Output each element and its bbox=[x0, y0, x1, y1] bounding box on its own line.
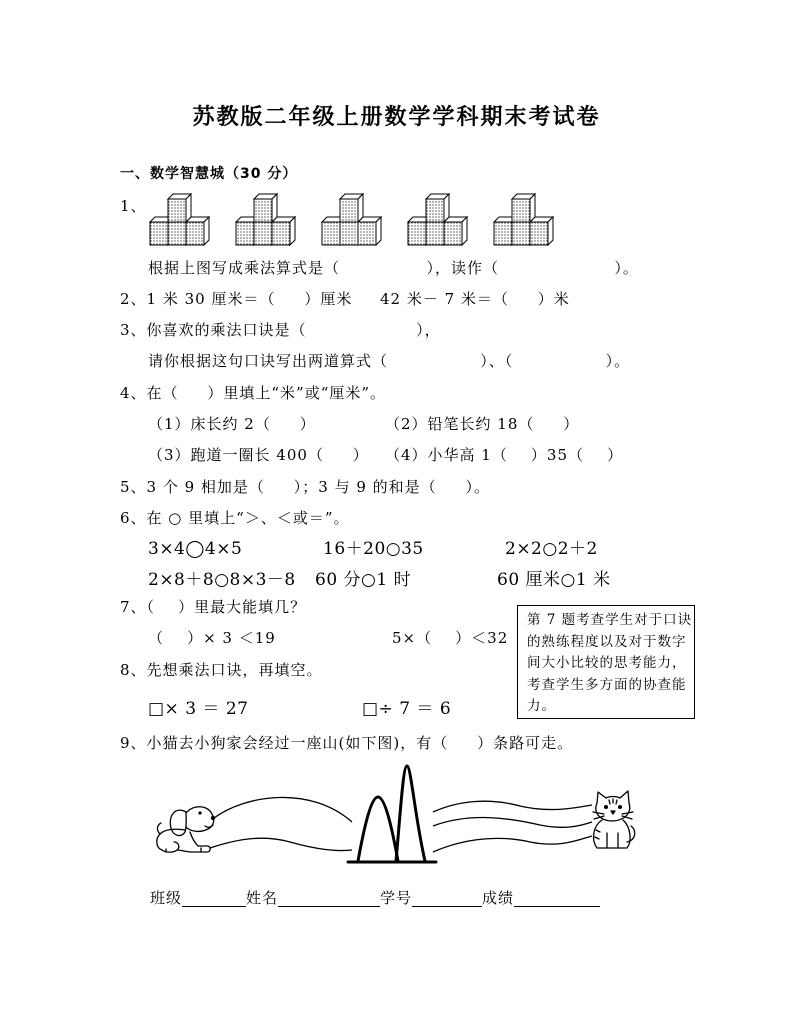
exam-title: 苏教版二年级上册数学学科期末考试卷 bbox=[192, 105, 601, 130]
cube bbox=[186, 217, 209, 245]
question-4-item: （2）铅笔长约 18（ ） bbox=[385, 415, 580, 433]
question-3-follow-up: 请你根据这句口诀写出两道算式（ ）、（ ）。 bbox=[148, 352, 631, 370]
question-6-item: 60 厘米○1 米 bbox=[497, 570, 611, 590]
cube bbox=[254, 194, 277, 222]
question-8-item: □÷ 7 ＝ 6 bbox=[362, 699, 452, 719]
note-line: 第 7 题考查学生对于口诀 bbox=[527, 612, 693, 628]
note-line: 间大小比较的思考能力， bbox=[527, 655, 687, 671]
question-1-text: 根据上图写成乘法算式是（ ），读作（ ）。 bbox=[148, 259, 639, 277]
cube bbox=[530, 217, 553, 245]
note-line: 的熟练程度以及对于数字 bbox=[527, 633, 687, 650]
mountain-icon bbox=[348, 766, 436, 862]
dog-icon bbox=[157, 807, 215, 852]
cube bbox=[426, 194, 449, 222]
question-8-item: □× 3 ＝ 27 bbox=[148, 699, 249, 719]
student-id-label: 学号 bbox=[380, 889, 413, 907]
cube-group bbox=[236, 194, 295, 245]
route-path-left bbox=[210, 838, 352, 850]
cube-group bbox=[408, 194, 467, 245]
route-path-right bbox=[433, 801, 592, 812]
cube bbox=[358, 217, 381, 245]
cube-figures bbox=[145, 186, 557, 250]
question-6-text: 6、在 ○ 里填上“＞、＜或＝”。 bbox=[120, 509, 350, 527]
question-4-text: 4、在（ ）里填上“米”或“厘米”。 bbox=[120, 384, 387, 402]
route-path-right bbox=[433, 818, 592, 828]
question-5-text: 5、3 个 9 相加是（ ）；3 与 9 的和是（ ）。 bbox=[120, 478, 491, 496]
student-id-blank bbox=[412, 889, 482, 907]
question-6-item: 3×4◯4×5 bbox=[148, 539, 243, 559]
question-3-text: 3、你喜欢的乘法口诀是（ ）， bbox=[120, 321, 441, 339]
name-label: 姓名 bbox=[246, 889, 279, 907]
cube bbox=[512, 194, 535, 222]
question-8-text: 8、先想乘法口诀，再填空。 bbox=[120, 661, 323, 679]
cube-group bbox=[494, 194, 553, 245]
class-blank bbox=[182, 889, 246, 907]
question-6-item: 2×2○2＋2 bbox=[505, 539, 598, 559]
route-path-left bbox=[214, 797, 352, 822]
score-label: 成绩 bbox=[482, 889, 515, 907]
route-map bbox=[150, 755, 640, 867]
question-6-item: 2×8＋8○8×3－8 bbox=[148, 570, 296, 590]
question-1-number: 1、 bbox=[120, 197, 147, 215]
question-4-item: （1）床长约 2（ ） bbox=[148, 415, 316, 433]
cube-group bbox=[150, 194, 209, 245]
question-7-text: 7、（ ）里最大能填几？ bbox=[120, 598, 307, 616]
note-line: 力。 bbox=[527, 698, 556, 714]
section-heading: 一、数学智慧城（30 分） bbox=[120, 166, 298, 182]
question-7-item: （ ）× 3 ＜19 bbox=[148, 629, 276, 647]
note-line: 考查学生多方面的协查能 bbox=[527, 676, 687, 693]
question-6-item: 60 分○1 时 bbox=[315, 570, 412, 590]
class-label: 班级 bbox=[150, 889, 183, 907]
student-info-row bbox=[150, 889, 600, 907]
cube bbox=[340, 194, 363, 222]
cat-icon bbox=[593, 791, 635, 848]
cube-group bbox=[322, 194, 381, 245]
question-6-item: 16＋20○35 bbox=[323, 539, 424, 559]
teacher-note-box bbox=[517, 605, 695, 719]
question-4-item: （4）小华高 1（ ）35（ ） bbox=[385, 446, 624, 464]
score-blank bbox=[514, 889, 600, 907]
cube bbox=[272, 217, 295, 245]
question-2-part-a: 2、1 米 30 厘米＝（ ）厘米 bbox=[120, 290, 353, 308]
cube bbox=[444, 217, 467, 245]
cube bbox=[168, 194, 191, 222]
question-7-item: 5×（ ）＜32 bbox=[392, 629, 509, 647]
route-path-right bbox=[433, 836, 592, 852]
question-9-text: 9、小猫去小狗家会经过一座山(如下图)，有（ ）条路可走。 bbox=[120, 734, 574, 752]
question-2-part-b: 42 米－ 7 米＝（ ）米 bbox=[380, 290, 570, 308]
question-4-item: （3）跑道一圈长 400（ ） bbox=[148, 446, 369, 464]
name-blank bbox=[278, 889, 380, 907]
